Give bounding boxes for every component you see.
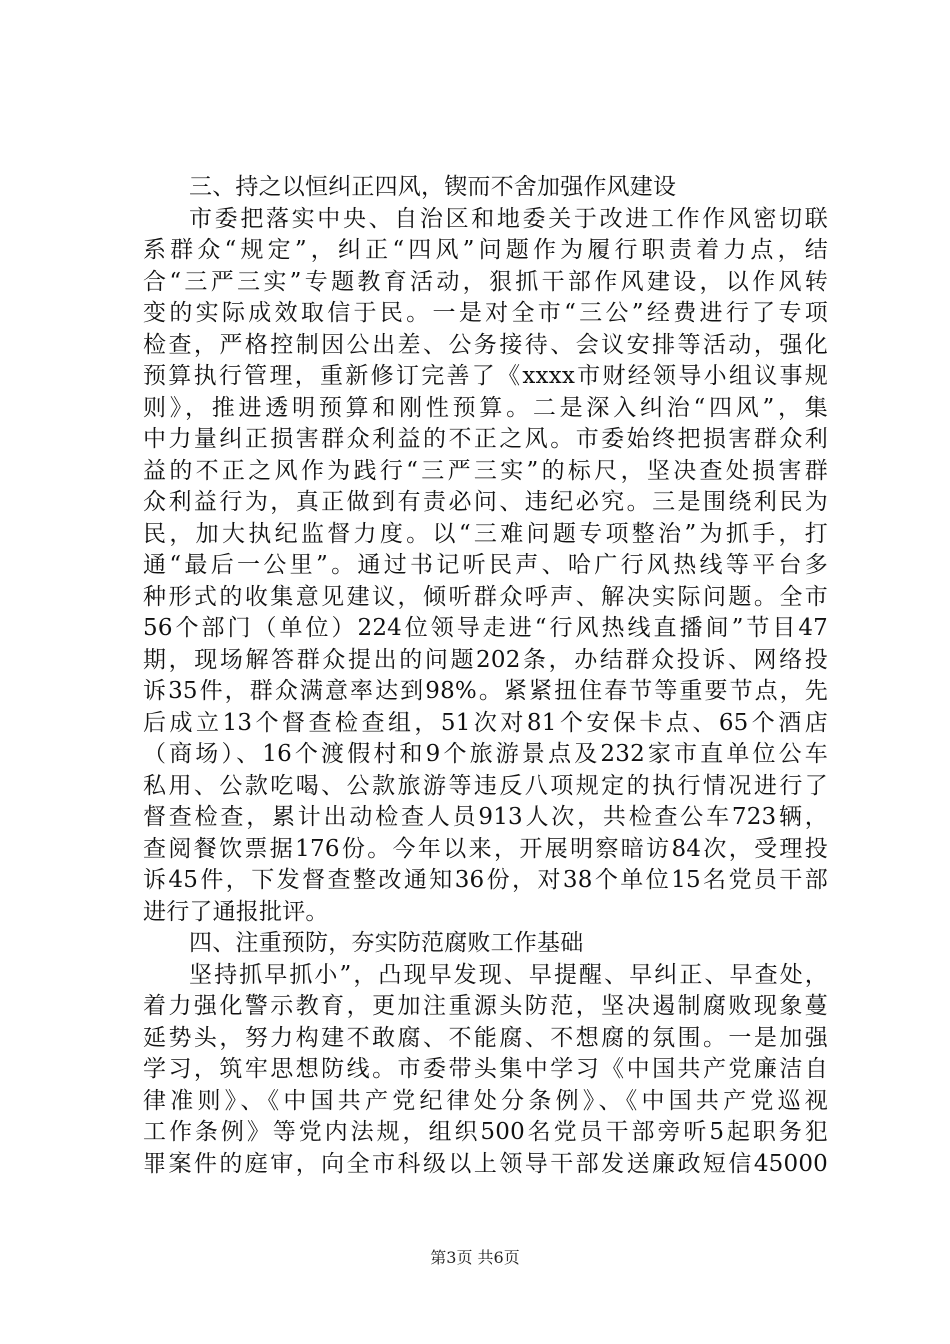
paragraph-line: 民，加大执纪监督力度。以“三难问题专项整治”为抓手，打 xyxy=(143,520,828,547)
paragraph-line: 变的实际成效取信于民。一是对全市“三公”经费进行了专项 xyxy=(143,300,828,326)
section-heading-4: 四、注重预防，夯实防范腐败工作基础 xyxy=(189,930,584,956)
paragraph-line: （商场）、16个渡假村和9个旅游景点及232家市直单位公车 xyxy=(143,741,828,767)
paragraph-line: 检查，严格控制因公出差、公务接待、会议安排等活动，强化 xyxy=(143,331,828,358)
paragraph-line: 私用、公款吃喝、公款旅游等违反八项规定的执行情况进行了 xyxy=(143,772,828,799)
paragraph-line: 律准则》、《中国共产党纪律处分条例》、《中国共产党巡视 xyxy=(143,1087,828,1114)
paragraph-line: 56个部门（单位）224位领导走进“行风热线直播间”节目47 xyxy=(143,615,828,641)
paragraph-line: 则》，推进透明预算和刚性预算。二是深入纠治“四风”，集 xyxy=(143,394,828,421)
paragraph-line: 中力量纠正损害群众利益的不正之风。市委始终把损害群众利 xyxy=(143,426,828,452)
document-body xyxy=(143,172,828,1180)
paragraph-line: 众利益行为，真正做到有责必问、违纪必究。三是围绕利民为 xyxy=(143,489,828,515)
paragraph-line: 坚持抓早抓小”，凸现早发现、早提醒、早纠正、早查处， xyxy=(189,961,828,988)
section-heading-3: 三、持之以恒纠正四风，锲而不舍加强作风建设 xyxy=(189,174,677,200)
paragraph-line: 诉35件，群众满意率达到98%。紧紧扭住春节等重要节点，先 xyxy=(143,678,828,704)
paragraph-line: 延势头，努力构建不敢腐、不能腐、不想腐的氛围。一是加强 xyxy=(143,1024,828,1051)
paragraph-line: 合“三严三实”专题教育活动，狠抓干部作风建设，以作风转 xyxy=(143,268,828,295)
paragraph-line: 益的不正之风作为践行“三严三实”的标尺，坚决查处损害群 xyxy=(143,457,828,484)
paragraph-line: 工作条例》等党内法规，组织500名党员干部旁听5起职务犯 xyxy=(143,1119,828,1145)
paragraph-line: 着力强化警示教育，更加注重源头防范，坚决遏制腐败现象蔓 xyxy=(143,993,828,1019)
paragraph-line: 种形式的收集意见建议，倾听群众呼声、解决实际问题。全市 xyxy=(143,583,828,610)
paragraph-line: 罪案件的庭审，向全市科级以上领导干部发送廉政短信45000 xyxy=(143,1150,828,1177)
paragraph-line: 督查检查，累计出动检查人员913人次，共检查公车723辆， xyxy=(143,804,828,830)
paragraph-line: 后成立13个督查检查组，51次对81个安保卡点、65个酒店 xyxy=(143,709,828,736)
paragraph-line: 市委把落实中央、自治区和地委关于改进工作作风密切联 xyxy=(189,205,828,232)
paragraph-line: 预算执行管理，重新修订完善了《xxxx市财经领导小组议事规 xyxy=(143,363,828,389)
page-number-footer: 第3页 共6页 xyxy=(430,1248,520,1267)
paragraph-line: 诉45件，下发督查整改通知36份，对38个单位15名党员干部 xyxy=(143,867,828,893)
paragraph-line: 学习，筑牢思想防线。市委带头集中学习《中国共产党廉洁自 xyxy=(143,1056,828,1082)
paragraph-line: 进行了通报批评。 xyxy=(143,898,329,925)
paragraph-line: 系群众“规定”，纠正“四风”问题作为履行职责着力点，结 xyxy=(143,237,828,263)
paragraph-line: 查阅餐饮票据176份。今年以来，开展明察暗访84次，受理投 xyxy=(143,835,828,862)
paragraph-line: 通“最后一公里”。通过书记听民声、哈广行风热线等平台多 xyxy=(143,552,828,578)
paragraph-line: 期，现场解答群众提出的问题202条，办结群众投诉、网络投 xyxy=(143,646,828,673)
